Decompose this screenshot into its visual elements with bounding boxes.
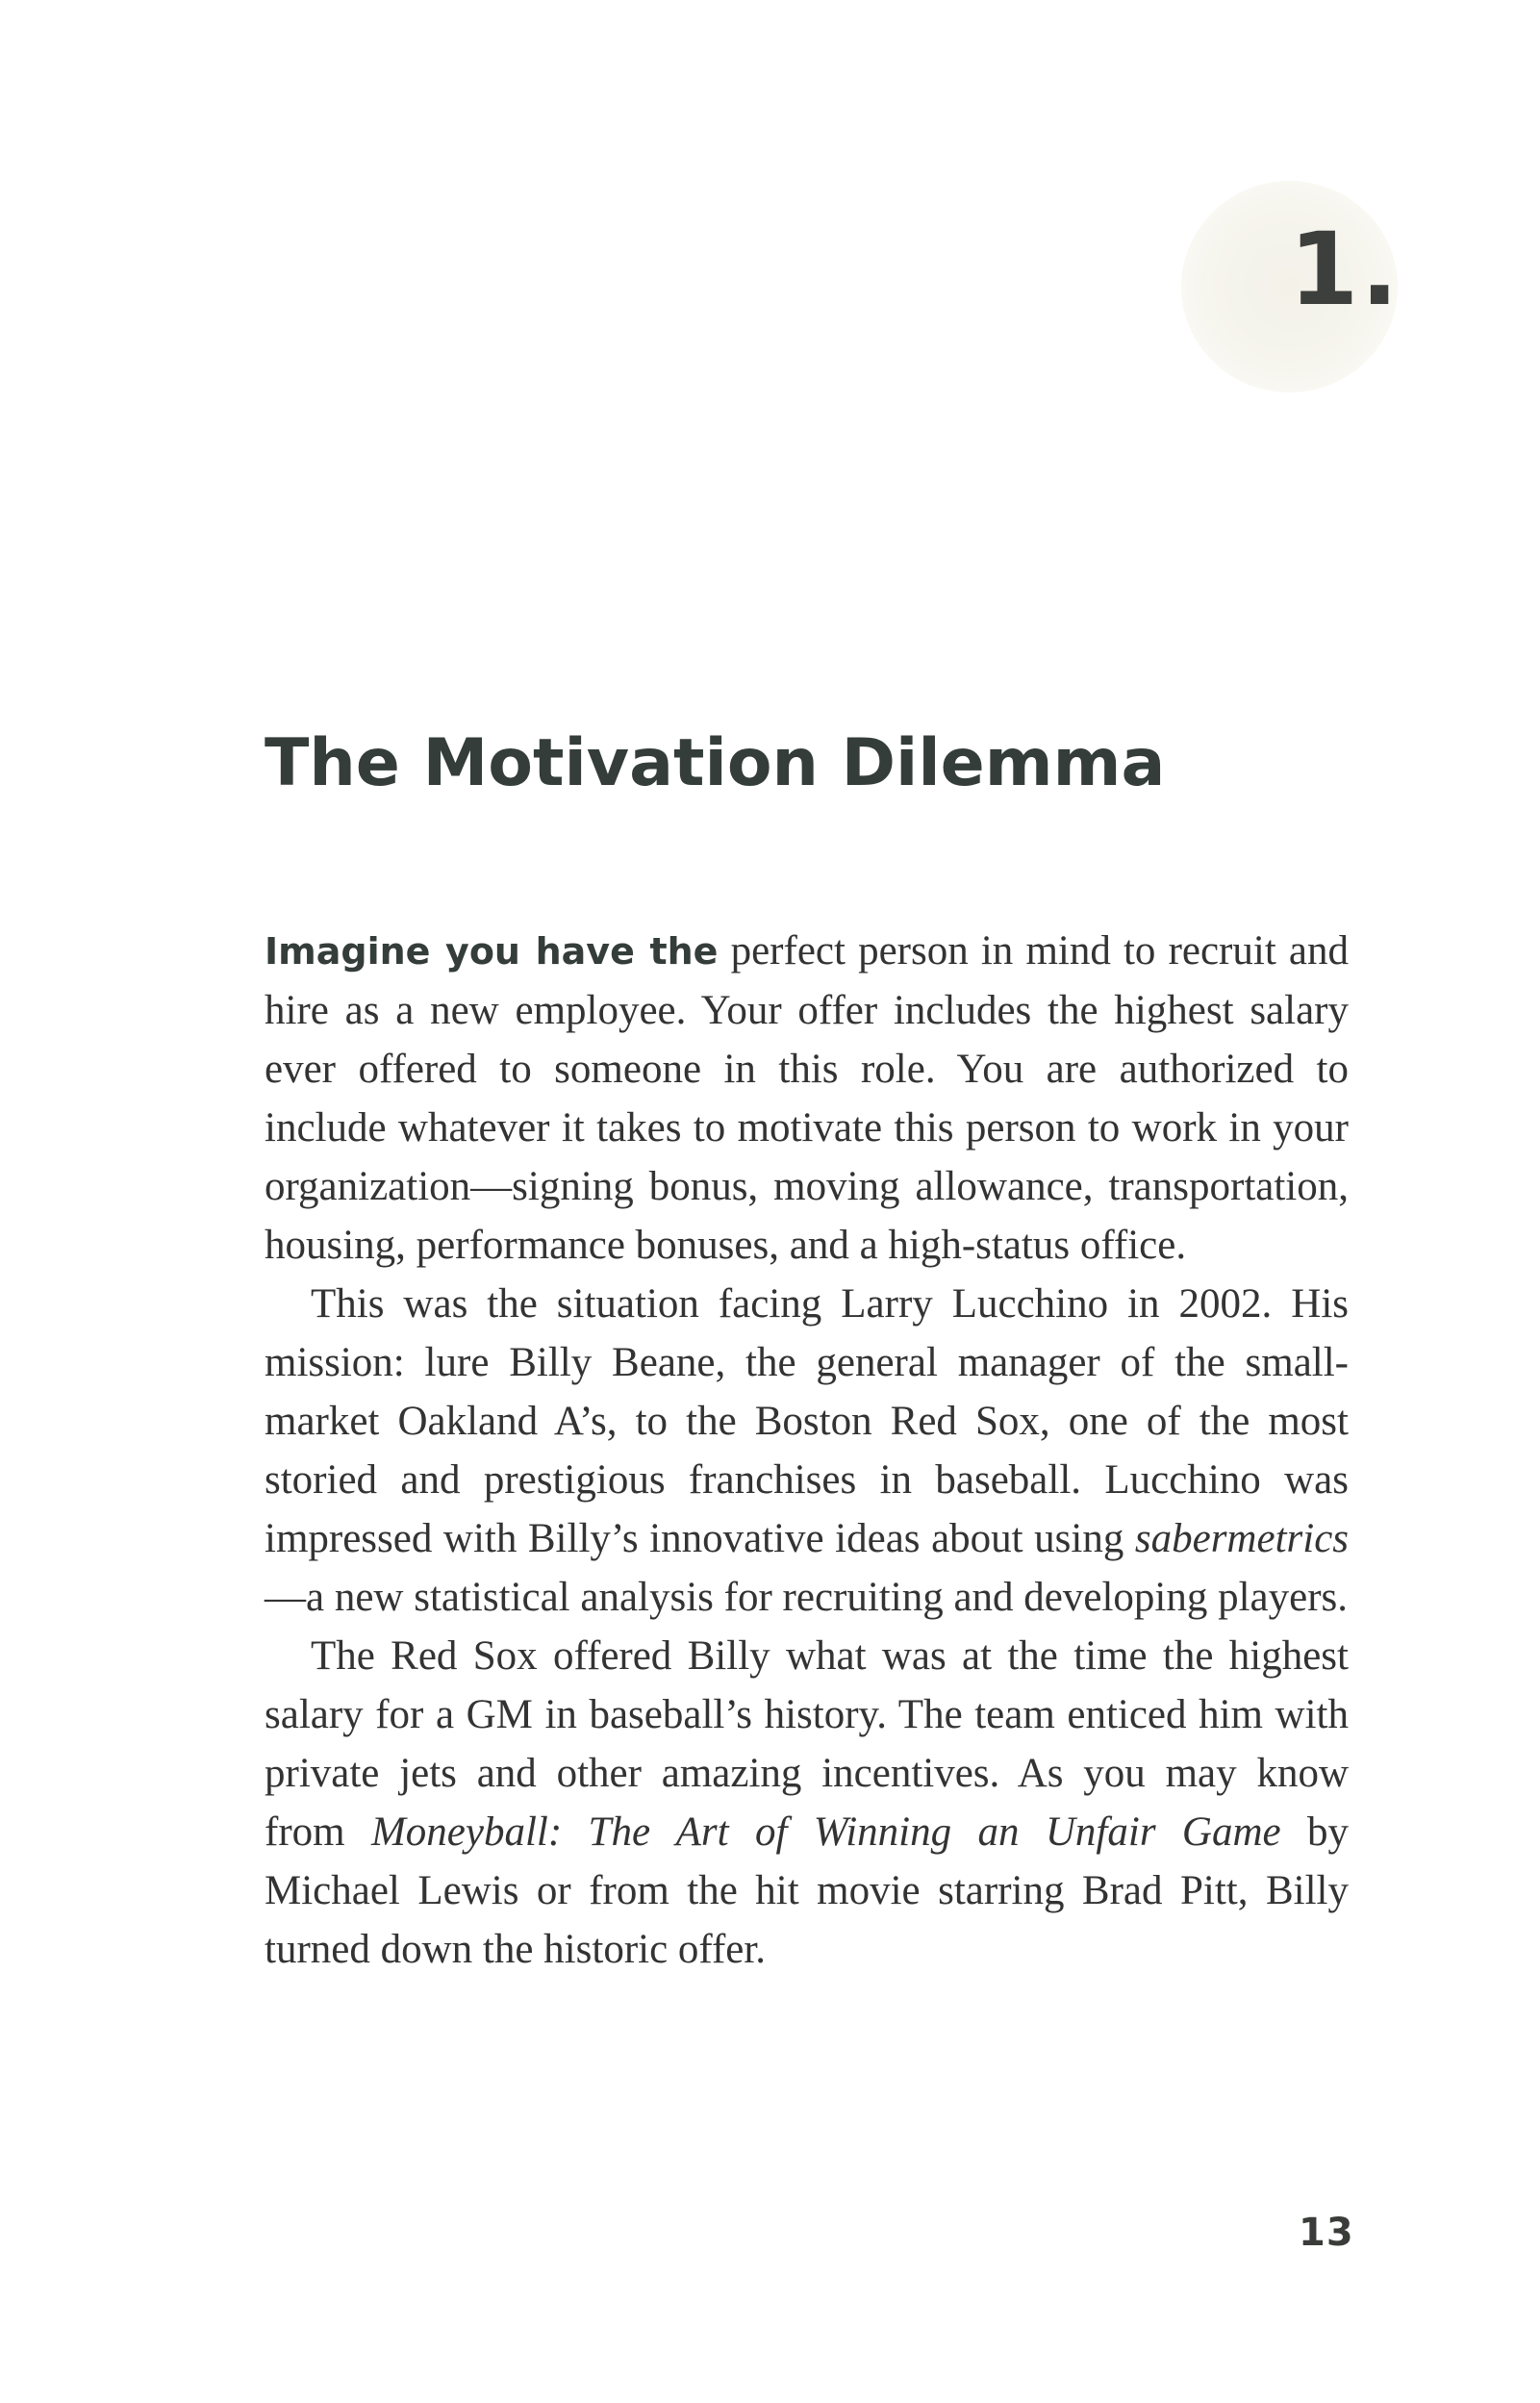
chapter-body (265, 922, 1349, 1979)
paragraph-3-text-after: by Michael Lewis or from the hit movie starring Brad Pitt, Billy turned down the historic offer. (265, 1809, 1349, 1972)
paragraph-2-text-before: This was the situation facing Larry Lucchino in 2002. His mission: lure Billy Beane, the general manager of the small-market Oakland A’s, to the Boston Red Sox, one of the most storied and prestigious franchises in baseball. Lucchino was impressed with Billy’s innovative ideas about using (265, 1281, 1349, 1561)
chapter-title: The Motivation Dilemma (265, 725, 1166, 801)
lead-in-text: Imagine you have the (265, 930, 719, 973)
paragraph-2 (265, 1275, 1349, 1627)
paragraph-3-book-title: Moneyball: The Art of Winning an Unfair Game (370, 1809, 1281, 1855)
paragraph-1-text: perfect person in mind to recruit and hire as a new employee. Your offer includes the highest salary ever offered to someone in this role. You are authorized to include whatever it takes to motivate this person to work in your organization—signing bonus, moving allowance, transportation, housing, performance bonuses, and a high-status office. (265, 928, 1349, 1268)
paragraph-2-italic-term: sabermetrics (1134, 1516, 1350, 1561)
paragraph-1 (265, 922, 1349, 1275)
chapter-number: 1. (1289, 211, 1401, 328)
paragraph-2-text-after: —a new statistical analysis for recruiting and developing players. (265, 1575, 1349, 1620)
paragraph-3-text-before: The Red Sox offered Billy what was at the time the highest salary for a GM in baseball’s history. The team enticed him with private jets and other amazing incentives. As you may know from (265, 1633, 1349, 1855)
paragraph-3 (265, 1627, 1349, 1979)
page-number: 13 (1299, 2211, 1354, 2255)
